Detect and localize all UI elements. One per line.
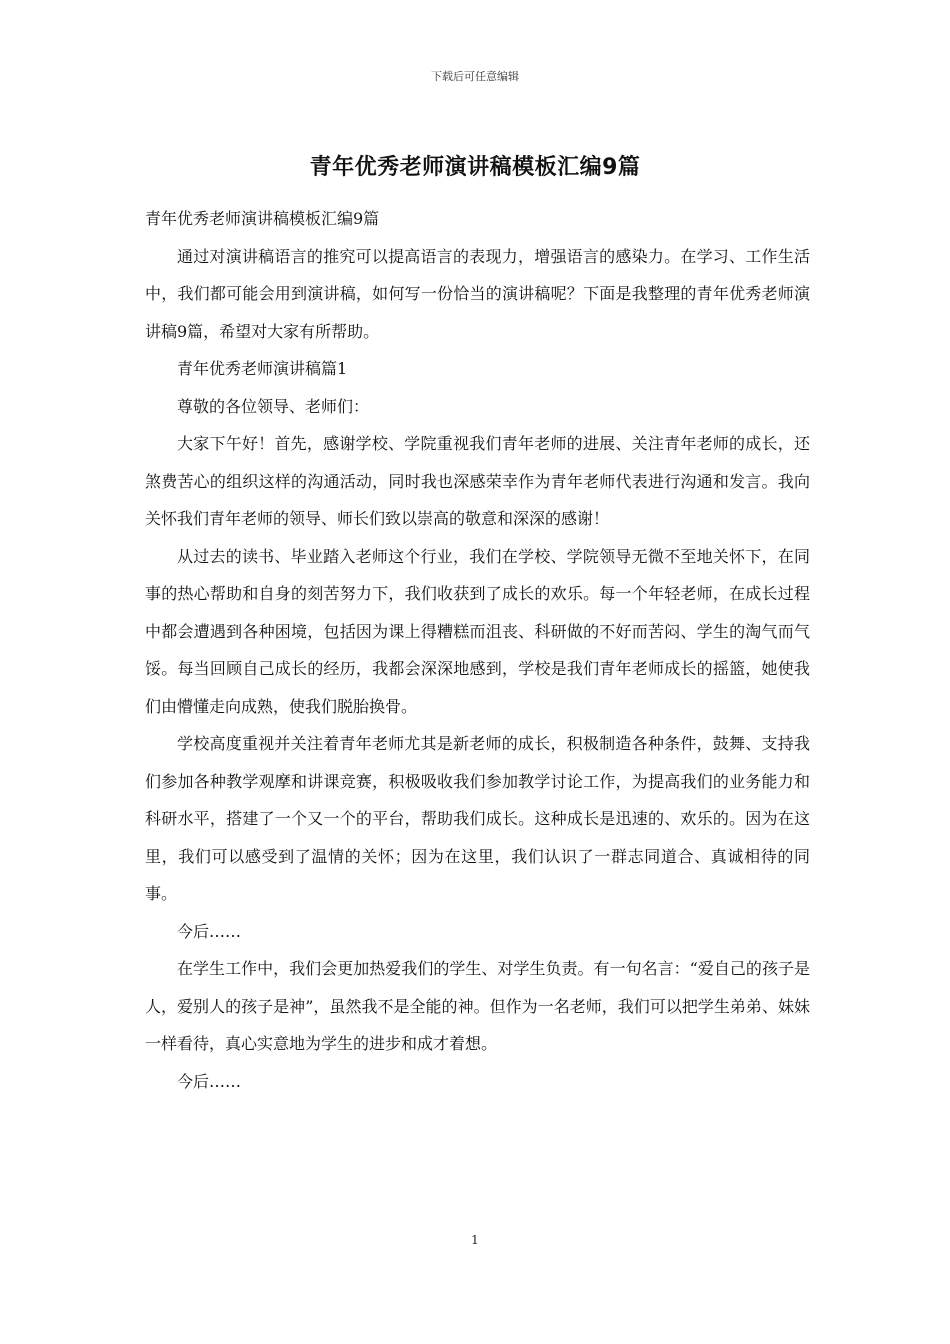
paragraph: 今后…… (177, 1071, 242, 1091)
paragraph: 今后…… (177, 921, 242, 941)
document-title: 青年优秀老师演讲稿模板汇编9篇 (309, 155, 641, 180)
paragraph: 学校高度重视并关注着青年老师尤其是新老师的成长，积极制造各种条件，鼓舞、支持我们参加各种教学观摩和讲课竞赛，积极吸收我们参加教学讨论工作，为提高我们的业务能力和科研水平，搭建了一个又一个的平台，帮助我们成长。这种成长是迅速的、欢乐的。因为在这里，我们可以感受到了温情的关怀；因为在这里，我们认识了一群志同道合、真诚相待的同事。 (145, 734, 810, 903)
page-header-note: 下载后可任意编辑 (431, 70, 519, 83)
page-number: 1 (471, 1233, 479, 1247)
document-body (145, 200, 810, 1100)
paragraph: 大家下午好！首先，感谢学校、学院重视我们青年老师的进展、关注青年老师的成长，还煞费苦心的组织这样的沟通活动，同时我也深感荣幸作为青年老师代表进行沟通和发言。我向关怀我们青年老师的领导、师长们致以崇高的敬意和深深的感谢！ (145, 434, 810, 528)
section-heading: 青年优秀老师演讲稿篇1 (177, 359, 348, 378)
document-subtitle: 青年优秀老师演讲稿模板汇编9篇 (145, 209, 380, 228)
paragraph: 通过对演讲稿语言的推究可以提高语言的表现力，增强语言的感染力。在学习、工作生活中，我们都可能会用到演讲稿，如何写一份恰当的演讲稿呢？下面是我整理的青年优秀老师演讲稿9篇，希望对大家有所帮助。 (145, 246, 810, 341)
paragraph: 在学生工作中，我们会更加热爱我们的学生、对学生负责。有一句名言：“爱自己的孩子是人，爱别人的孩子是神”，虽然我不是全能的神。但作为一名老师，我们可以把学生弟弟、妹妹一样看待，真心实意地为学生的进步和成才着想。 (145, 959, 810, 1053)
paragraph: 从过去的读书、毕业踏入老师这个行业，我们在学校、学院领导无微不至地关怀下，在同事的热心帮助和自身的刻苦努力下，我们收获到了成长的欢乐。每一个年轻老师，在成长过程中都会遭遇到各种困境，包括因为课上得糟糕而沮丧、科研做的不好而苦闷、学生的淘气而气馁。每当回顾自己成长的经历，我都会深深地感到，学校是我们青年老师成长的摇篮，她使我们由懵懂走向成熟，使我们脱胎换骨。 (145, 546, 810, 716)
salutation: 尊敬的各位领导、老师们： (177, 396, 370, 416)
